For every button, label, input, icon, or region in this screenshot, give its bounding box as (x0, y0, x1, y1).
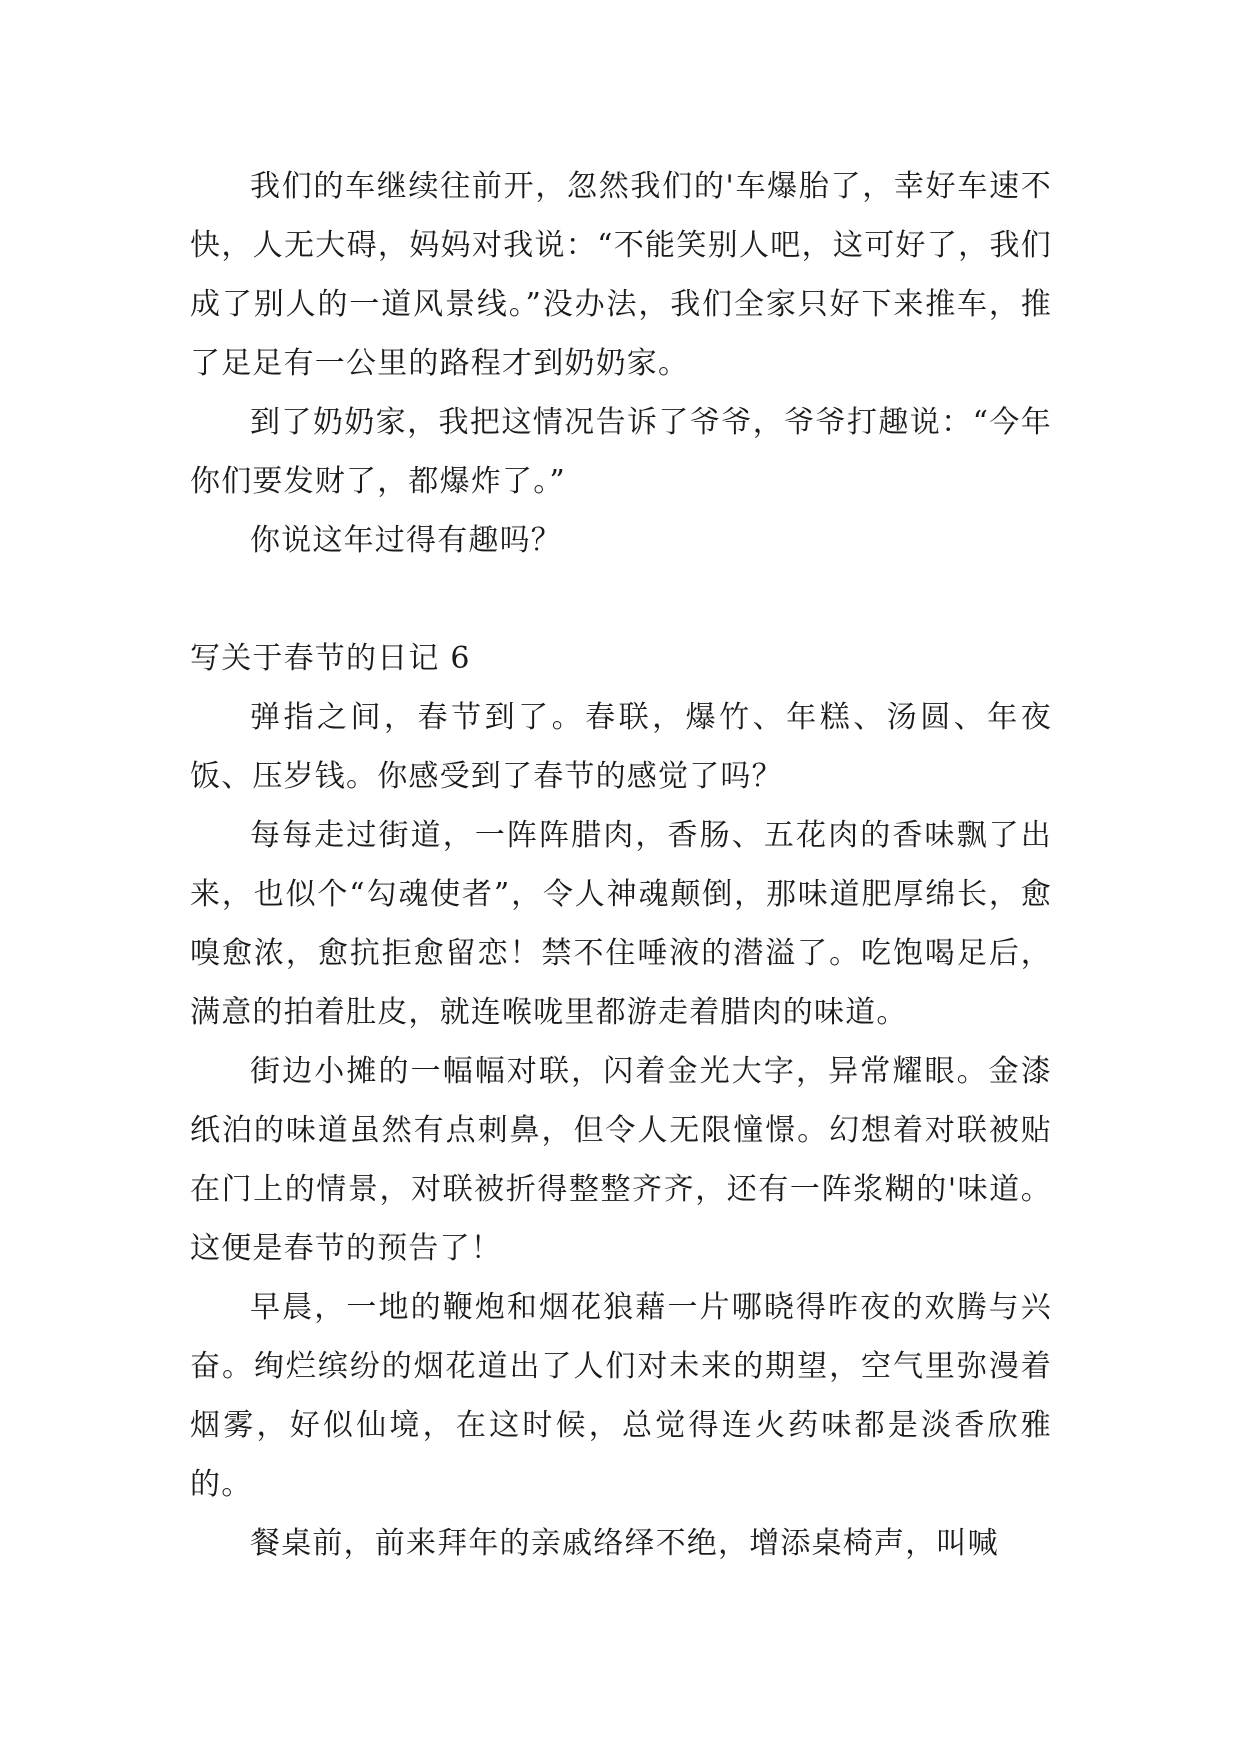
section-spacer (190, 570, 1052, 629)
paragraph: 弹指之间，春节到了。春联，爆竹、年糕、汤圆、年夜饭、压岁钱。你感受到了春节的感觉了吗？ (190, 700, 1052, 794)
paragraph: 你说这年过得有趣吗？ (250, 523, 562, 558)
section-title: 写关于春节的日记 6 (190, 641, 471, 676)
paragraph: 街边小摊的一幅幅对联，闪着金光大字，异常耀眼。金漆纸泊的味道虽然有点刺鼻，但令人无限憧憬。幻想着对联被贴在门上的情景，对联被折得整整齐齐，还有一阵浆糊的'味道。这便是春节的预告了！ (190, 1054, 1052, 1266)
paragraph: 早晨，一地的鞭炮和烟花狼藉一片哪晓得昨夜的欢腾与兴奋。绚烂缤纷的烟花道出了人们对未来的期望，空气里弥漫着烟雾，好似仙境，在这时候，总觉得连火药味都是淡香欣雅的。 (190, 1290, 1052, 1502)
paragraph: 餐桌前，前来拜年的亲戚络绎不绝，增添桌椅声，叫喊 (250, 1526, 999, 1561)
paragraph: 到了奶奶家，我把这情况告诉了爷爷，爷爷打趣说：“今年你们要发财了，都爆炸了。” (190, 405, 1052, 499)
document-body (190, 157, 1052, 1573)
paragraph: 我们的车继续往前开，忽然我们的'车爆胎了，幸好车速不快，人无大碍，妈妈对我说：“不能笑别人吧，这可好了，我们成了别人的一道风景线。”没办法，我们全家只好下来推车，推了足足有一公里的路程才到奶奶家。 (190, 169, 1052, 381)
paragraph: 每每走过街道，一阵阵腊肉，香肠、五花肉的香味飘了出来，也似个“勾魂使者”，令人神魂颠倒，那味道肥厚绵长，愈嗅愈浓，愈抗拒愈留恋！禁不住唾液的潜溢了。吃饱喝足后，满意的拍着肚皮，就连喉咙里都游走着腊肉的味道。 (190, 818, 1052, 1030)
